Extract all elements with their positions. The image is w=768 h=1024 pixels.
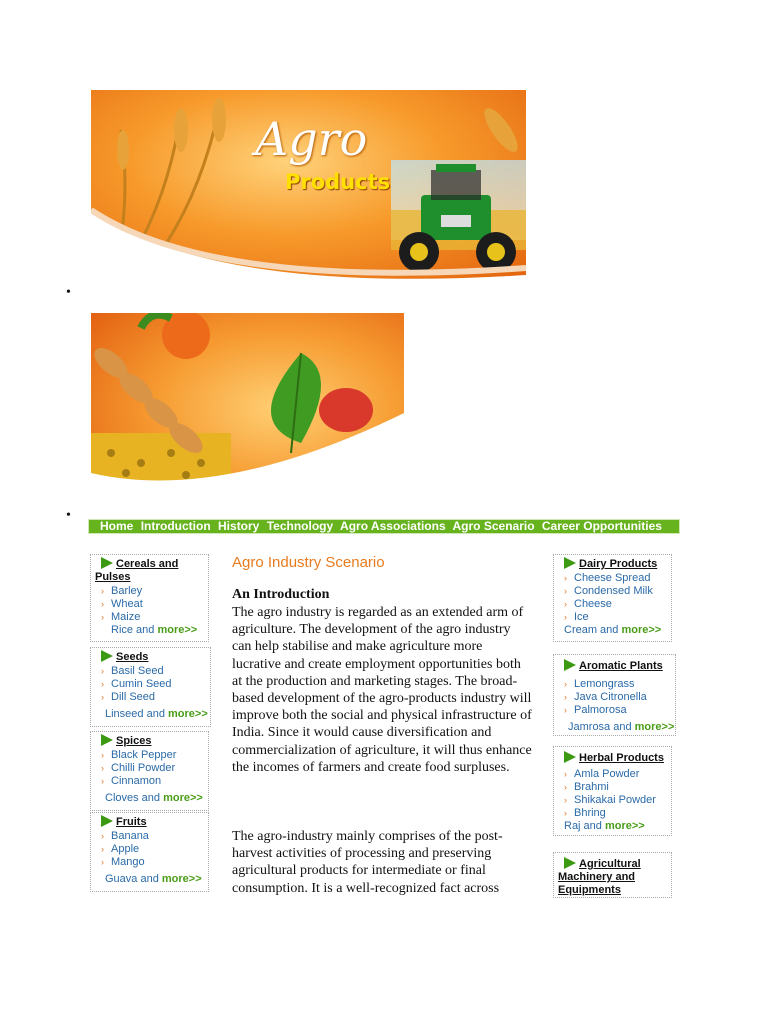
category-list	[554, 678, 675, 717]
category-box-fruits	[90, 812, 209, 892]
more-link[interactable]: Linseed and more>>	[105, 708, 208, 720]
nav-history[interactable]: History	[218, 519, 260, 533]
category-title[interactable]: Fruits	[91, 813, 208, 829]
nav-agro-associations[interactable]: Agro Associations	[340, 519, 446, 533]
list-item[interactable]: › Banana	[91, 830, 208, 843]
more-link[interactable]: Jamrosa and more>>	[568, 721, 675, 733]
produce-banner	[91, 313, 404, 503]
category-box-machinery	[553, 852, 672, 898]
category-title[interactable]: Seeds	[91, 648, 210, 664]
list-item[interactable]: › Cinnamon	[91, 775, 208, 788]
category-list	[554, 572, 671, 624]
category-list	[554, 768, 671, 820]
body-paragraph: The agro-industry mainly comprises of the post-harvest activities of processing and preserving agricultural products for intermediate or final consumption. It is a well-recognized fact across	[232, 829, 503, 896]
nav-agro-scenario[interactable]: Agro Scenario	[452, 519, 535, 533]
main-nav	[88, 519, 680, 534]
list-bullet: •	[66, 508, 71, 523]
category-title[interactable]: Herbal Products	[554, 747, 671, 765]
list-item[interactable]: › Condensed Milk	[554, 585, 671, 598]
list-item[interactable]: › Black Pepper	[91, 749, 208, 762]
page-title: Agro Industry Scenario	[232, 554, 385, 571]
category-box-cereals	[90, 554, 209, 642]
category-title[interactable]: Aromatic Plants	[554, 655, 675, 673]
intro-paragraph: The agro industry is regarded as an extended arm of agriculture. The development of the agro industry can help stabilise and make agriculture more lucrative and create employment opportunities both at the production and marketing stages. The broad-based development of the agro-products industry will improve both the social and physical infrastructure of India. Since it would cause diversification and commercialization of agriculture, it will thus enhance the incomes of farmers and create food surpluses.	[232, 605, 532, 775]
green-arrow-icon	[564, 557, 576, 569]
list-item[interactable]: › Shikakai Powder	[554, 794, 671, 807]
category-box-seeds	[90, 647, 211, 727]
category-box-aromatic	[553, 654, 676, 736]
section-heading: An Introduction	[232, 587, 330, 602]
logo-products-text: Products	[285, 170, 391, 194]
category-list	[91, 585, 208, 624]
list-item[interactable]: › Cheese Spread	[554, 572, 671, 585]
more-link[interactable]: Raj and more>>	[564, 820, 645, 832]
list-item[interactable]: › Palmorosa	[554, 704, 675, 717]
list-item[interactable]: › Mango	[91, 856, 208, 869]
list-item[interactable]: › Wheat	[91, 598, 208, 611]
green-arrow-icon	[101, 734, 113, 746]
category-title[interactable]: Cereals and Pulses	[95, 558, 179, 583]
green-arrow-icon	[564, 659, 576, 671]
list-item[interactable]: › Amla Powder	[554, 768, 671, 781]
more-link[interactable]: Cream and more>>	[564, 624, 662, 636]
list-item[interactable]: › Barley	[91, 585, 208, 598]
more-link[interactable]: Guava and more>>	[105, 873, 202, 885]
list-item[interactable]: › Maize	[91, 611, 208, 624]
green-arrow-icon	[564, 857, 576, 869]
category-list	[91, 665, 210, 704]
category-list	[91, 830, 208, 869]
category-title[interactable]: Spices	[91, 732, 208, 748]
list-item[interactable]: › Dill Seed	[91, 691, 210, 704]
category-title[interactable]: Agricultural Machinery and Equipments	[558, 858, 641, 896]
list-bullet: •	[66, 285, 71, 300]
list-item[interactable]: › Cheese	[554, 598, 671, 611]
more-link[interactable]: Cloves and more>>	[105, 792, 203, 804]
nav-home[interactable]: Home	[100, 519, 134, 533]
more-link[interactable]: Rice and more>>	[111, 624, 198, 636]
list-item[interactable]: › Bhring	[554, 807, 671, 820]
green-arrow-icon	[564, 751, 576, 763]
list-item[interactable]: › Apple	[91, 843, 208, 856]
list-item[interactable]: › Lemongrass	[554, 678, 675, 691]
logo-agro-text: Agro	[255, 112, 368, 166]
list-item[interactable]: › Basil Seed	[91, 665, 210, 678]
green-arrow-icon	[101, 557, 113, 569]
category-box-spices	[90, 731, 209, 811]
green-arrow-icon	[101, 650, 113, 662]
list-item[interactable]: › Ice	[554, 611, 671, 624]
category-box-dairy	[553, 554, 672, 642]
category-title[interactable]: Dairy Products	[554, 555, 671, 571]
list-item[interactable]: › Chilli Powder	[91, 762, 208, 775]
green-arrow-icon	[101, 815, 113, 827]
nav-career-opportunities[interactable]: Career Opportunities	[541, 519, 662, 533]
nav-introduction[interactable]: Introduction	[140, 519, 211, 533]
list-item[interactable]: › Brahmi	[554, 781, 671, 794]
category-box-herbal	[553, 746, 672, 836]
list-item[interactable]: › Java Citronella	[554, 691, 675, 704]
nav-technology[interactable]: Technology	[266, 519, 334, 533]
category-list	[91, 749, 208, 788]
list-item[interactable]: › Cumin Seed	[91, 678, 210, 691]
